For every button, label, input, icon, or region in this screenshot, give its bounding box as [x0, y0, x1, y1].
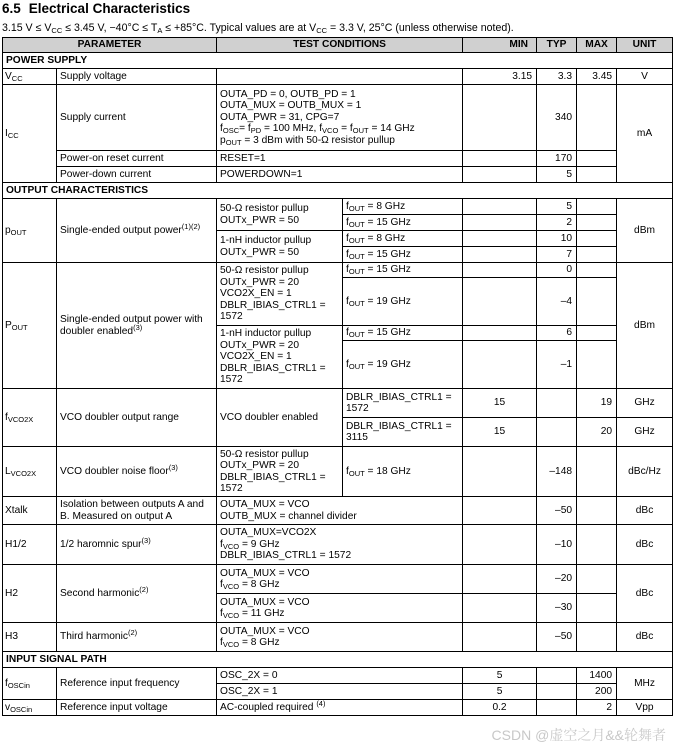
symbol-cell — [3, 263, 57, 389]
symbol-cell: H3 — [3, 623, 57, 652]
condition-cell — [217, 447, 343, 497]
typ-cell: 2 — [537, 215, 577, 231]
max-cell — [577, 167, 617, 183]
min-cell — [463, 341, 537, 389]
unit-cell: GHz — [617, 389, 673, 418]
symbol: V — [5, 70, 12, 82]
max-cell: 19 — [577, 389, 617, 418]
condition-line: OUTA_MUX = VCO — [220, 596, 310, 608]
t-sub: VCO — [222, 541, 240, 551]
condition-cell — [217, 69, 463, 85]
symbol: L — [5, 465, 11, 477]
symbol-sub: OUT — [10, 227, 27, 237]
condition-cell — [217, 326, 343, 389]
condition-line — [220, 637, 459, 649]
t-sub: OUT — [348, 203, 365, 213]
parameter-cell: Reference input frequency — [57, 668, 217, 700]
parameter-cell — [57, 565, 217, 623]
parameter-cell: Supply current — [57, 85, 217, 151]
typ-cell: 10 — [537, 231, 577, 247]
unit-cell: Vpp — [617, 700, 673, 716]
table-row — [3, 85, 673, 151]
condition-line: OUTA_MUX = VCO — [220, 625, 310, 637]
t: = 100 MHz, f — [261, 123, 323, 135]
condition-line: OUTA_MUX=VCO2X — [220, 527, 317, 539]
t: f — [346, 264, 349, 276]
typ-cell: –10 — [537, 525, 577, 565]
condition-line: 1572 — [346, 403, 369, 414]
condition-cell: OSC_2X = 0 — [217, 668, 463, 684]
symbol-cell — [3, 199, 57, 263]
symbol-cell — [3, 69, 57, 85]
t: = 19 GHz — [367, 295, 411, 307]
freq-cell — [343, 418, 463, 447]
t: f — [346, 216, 349, 228]
typ-cell: 5 — [537, 199, 577, 215]
typ-cell: 0 — [537, 263, 577, 278]
condition-line: DBLR_IBIAS_CTRL1 = — [346, 420, 452, 432]
condition-line — [220, 608, 459, 620]
param-text: Single-ended output power with doubler enabled — [60, 314, 203, 337]
t: = f — [338, 123, 353, 135]
condition-line: 1-nH inductor pullup — [220, 328, 312, 340]
table-row — [3, 565, 673, 594]
parameter-cell: VCO doubler output range — [57, 389, 217, 447]
section-output: OUTPUT CHARACTERISTICS — [3, 183, 673, 199]
t: p — [220, 134, 226, 146]
param-line: B. Measured on output A — [60, 510, 173, 522]
unit-cell: dBm — [617, 199, 673, 263]
t: = 15 GHz — [367, 327, 411, 339]
header-test-conditions: TEST CONDITIONS — [217, 38, 463, 53]
symbol: P — [5, 319, 12, 331]
min-cell: 5 — [463, 684, 537, 700]
symbol: I — [5, 127, 8, 139]
parameter-cell: Power-down current — [57, 167, 217, 183]
condition-line: OUTA_MUX = VCO — [220, 499, 310, 510]
condition-line: 1-nH inductor pullup — [220, 235, 312, 246]
t-sub: OUT — [348, 468, 365, 478]
t: = 3 dBm with 50-Ω resistor pullup — [241, 134, 395, 146]
condition-line: OUTA_PWR = 31, CPG=7 — [220, 111, 340, 123]
unit-cell: MHz — [617, 668, 673, 700]
t: = 9 GHz — [239, 538, 280, 550]
min-cell: 15 — [463, 389, 537, 418]
condition-line: OUTx_PWR = 20 — [220, 460, 299, 471]
condition-cell — [217, 497, 463, 525]
t-sub: OUT — [348, 330, 365, 340]
symbol-cell: H2 — [3, 565, 57, 623]
parameter-cell — [57, 497, 217, 525]
param-line: Isolation between outputs A and — [60, 499, 204, 510]
typ-cell — [537, 389, 577, 418]
t: f — [346, 295, 349, 307]
max-cell — [577, 278, 617, 326]
condition-cell — [217, 199, 343, 231]
t: f — [346, 327, 349, 339]
condition-cell — [217, 231, 343, 263]
symbol-cell — [3, 668, 57, 700]
table-row — [3, 525, 673, 565]
freq-cell — [343, 263, 463, 278]
symbol-sub: CC — [11, 73, 23, 83]
t-sub: OUT — [348, 219, 365, 229]
cond-text: 3.15 V ≤ V — [2, 22, 52, 34]
footnote-ref: (2) — [139, 584, 149, 594]
parameter-cell: Reference input voltage — [57, 700, 217, 716]
cond-text: ≤ 3.45 V, −40°C ≤ T — [62, 22, 158, 34]
t-sub: OUT — [348, 235, 365, 245]
t: f — [346, 465, 349, 477]
typ-cell: –50 — [537, 623, 577, 652]
min-cell — [463, 447, 537, 497]
condition-line: VCO2X_EN = 1 — [220, 288, 292, 300]
max-cell — [577, 85, 617, 151]
table-row — [3, 447, 673, 497]
freq-cell — [343, 447, 463, 497]
table-row — [3, 389, 673, 418]
t: = 14 GHz — [368, 123, 415, 135]
t: AC-coupled required — [220, 701, 314, 713]
min-cell — [463, 199, 537, 215]
min-cell — [463, 497, 537, 525]
unit-cell: dBc — [617, 497, 673, 525]
t: = f — [239, 123, 251, 135]
table-row — [3, 69, 673, 85]
t-sub: OUT — [348, 361, 365, 371]
min-cell — [463, 85, 537, 151]
condition-cell — [217, 623, 463, 652]
symbol-cell — [3, 447, 57, 497]
t: = 19 GHz — [367, 358, 411, 370]
condition-cell — [217, 594, 463, 623]
condition-line: DBLR_IBIAS_CTRL1 = — [220, 471, 326, 483]
typ-cell: 340 — [537, 85, 577, 151]
section-number: 6.5 — [2, 1, 21, 16]
section-input: INPUT SIGNAL PATH — [3, 652, 673, 668]
typ-cell: –30 — [537, 594, 577, 623]
condition-cell: OSC_2X = 1 — [217, 684, 463, 700]
section-row — [3, 183, 673, 199]
symbol-sub: VCO2X — [10, 468, 37, 478]
condition-line — [220, 539, 459, 551]
condition-line: 50-Ω resistor pullup — [220, 448, 309, 460]
max-cell: 200 — [577, 684, 617, 700]
max-cell — [577, 263, 617, 278]
typ-cell: 7 — [537, 247, 577, 263]
t: f — [346, 248, 349, 260]
t: f — [220, 123, 223, 135]
param-text: Third harmonic — [60, 631, 128, 643]
condition-line: DBLR_IBIAS_CTRL1 = — [220, 299, 326, 311]
max-cell: 20 — [577, 418, 617, 447]
min-cell — [463, 167, 537, 183]
watermark: CSDN @虚空之月&&轮舞者 — [491, 727, 666, 743]
typ-cell: 3.3 — [537, 69, 577, 85]
header-max: MAX — [577, 38, 617, 53]
typ-cell: 5 — [537, 167, 577, 183]
condition-cell: POWERDOWN=1 — [217, 167, 463, 183]
parameter-cell — [57, 623, 217, 652]
parameter-cell — [57, 263, 217, 389]
table-row — [3, 199, 673, 215]
typ-cell: –50 — [537, 497, 577, 525]
unit-cell: V — [617, 69, 673, 85]
t: = 8 GHz — [239, 579, 280, 590]
max-cell — [577, 525, 617, 565]
condition-cell: VCO doubler enabled — [217, 389, 343, 447]
condition-line: 3115 — [346, 432, 368, 443]
t-sub: OUT — [348, 298, 365, 308]
table-row — [3, 151, 673, 167]
cond-sub: CC — [316, 26, 328, 35]
min-cell — [463, 215, 537, 231]
typ-cell: –4 — [537, 278, 577, 326]
t-sub: VCO — [222, 582, 240, 591]
unit-cell: dBc/Hz — [617, 447, 673, 497]
cond-sub: CC — [51, 26, 63, 35]
t: = 15 GHz — [364, 248, 411, 260]
symbol-sub: OSCin — [7, 680, 30, 690]
min-cell — [463, 151, 537, 167]
typ-cell: –148 — [537, 447, 577, 497]
condition-line: OUTx_PWR = 50 — [220, 214, 299, 226]
section-heading — [2, 0, 190, 18]
t: = 8 GHz — [364, 232, 406, 244]
t: = 8 GHz — [364, 200, 406, 212]
section-row — [3, 652, 673, 668]
t-sub: OUT — [348, 267, 365, 277]
parameter-cell: Power-on reset current — [57, 151, 217, 167]
table-row — [3, 167, 673, 183]
max-cell: 2 — [577, 700, 617, 716]
symbol: v — [5, 701, 11, 713]
symbol-cell: Xtalk — [3, 497, 57, 525]
condition-cell — [217, 85, 463, 151]
t: = 8 GHz — [239, 637, 280, 648]
condition-line: 50-Ω resistor pullup — [220, 203, 309, 214]
min-cell: 5 — [463, 668, 537, 684]
t: f — [346, 200, 349, 212]
unit-cell: dBc — [617, 525, 673, 565]
condition-line: OUTx_PWR = 50 — [220, 246, 299, 258]
condition-cell — [217, 263, 343, 326]
t-sub: OUT — [348, 251, 365, 261]
cond-sub: A — [157, 26, 163, 35]
section-row — [3, 53, 673, 69]
symbol-cell — [3, 85, 57, 183]
t-sub: VCO — [322, 126, 339, 136]
symbol-sub: OSCin — [10, 704, 33, 714]
max-cell — [577, 231, 617, 247]
t: f — [220, 637, 223, 648]
typ-cell — [537, 418, 577, 447]
t: = 18 GHz — [367, 465, 411, 477]
symbol-cell: H1/2 — [3, 525, 57, 565]
typ-cell: –1 — [537, 341, 577, 389]
condition-line: OUTA_MUX = VCO — [220, 567, 310, 579]
symbol-cell — [3, 389, 57, 447]
t: = 15 GHz — [367, 264, 411, 276]
cond-text: = 3.3 V, 25°C (unless otherwise noted). — [327, 22, 514, 34]
unit-cell: dBc — [617, 623, 673, 652]
parameter-cell — [57, 199, 217, 263]
max-cell — [577, 623, 617, 652]
min-cell: 0.2 — [463, 700, 537, 716]
freq-cell — [343, 389, 463, 418]
t-sub: PD — [250, 126, 262, 136]
unit-cell: dBm — [617, 263, 673, 389]
section-title: Electrical Characteristics — [28, 1, 191, 16]
condition-line: OUTx_PWR = 20 — [220, 276, 299, 288]
t: f — [220, 538, 223, 550]
t: f — [220, 579, 223, 590]
min-cell — [463, 263, 537, 278]
electrical-characteristics-table — [2, 37, 673, 716]
table-row — [3, 623, 673, 652]
symbol: p — [5, 224, 11, 236]
parameter-cell — [57, 525, 217, 565]
header-parameter: PARAMETER — [3, 38, 217, 53]
symbol-cell — [3, 700, 57, 716]
condition-cell — [217, 700, 463, 716]
freq-cell — [343, 231, 463, 247]
freq-cell — [343, 215, 463, 231]
freq-cell — [343, 326, 463, 341]
symbol-sub: CC — [7, 130, 19, 140]
typ-cell — [537, 668, 577, 684]
symbol-sub: VCO2X — [7, 414, 34, 424]
t: f — [220, 608, 223, 619]
max-cell — [577, 151, 617, 167]
condition-cell: RESET=1 — [217, 151, 463, 167]
max-cell — [577, 326, 617, 341]
t: = 11 GHz — [239, 608, 285, 619]
condition-cell — [217, 525, 463, 565]
t-sub: OUT — [225, 137, 242, 147]
max-cell — [577, 341, 617, 389]
condition-line: 50-Ω resistor pullup — [220, 265, 309, 277]
max-cell — [577, 215, 617, 231]
parameter-cell — [57, 447, 217, 497]
min-cell — [463, 278, 537, 326]
symbol: f — [5, 411, 8, 423]
max-cell — [577, 447, 617, 497]
t: = 15 GHz — [364, 216, 411, 228]
table-row — [3, 668, 673, 684]
condition-line: 1572 — [220, 311, 243, 323]
min-cell: 15 — [463, 418, 537, 447]
footnote-ref: (3) — [168, 462, 178, 472]
max-cell — [577, 594, 617, 623]
max-cell — [577, 565, 617, 594]
condition-line: DBLR_IBIAS_CTRL1 = 1572 — [220, 550, 352, 562]
freq-cell — [343, 247, 463, 263]
footnote-ref: (3) — [141, 535, 151, 545]
min-cell — [463, 231, 537, 247]
condition-line: OUTA_MUX = OUTB_MUX = 1 — [220, 100, 362, 112]
t-sub: VCO — [222, 611, 240, 620]
max-cell: 3.45 — [577, 69, 617, 85]
condition-line: OUTx_PWR = 20 — [220, 339, 299, 351]
condition-line: DBLR_IBIAS_CTRL1 = — [220, 362, 326, 374]
unit-cell: mA — [617, 85, 673, 183]
condition-line — [220, 123, 459, 135]
condition-line — [220, 135, 459, 147]
min-cell — [463, 565, 537, 594]
parameter-cell: Supply voltage — [57, 69, 217, 85]
min-cell: 3.15 — [463, 69, 537, 85]
typ-cell — [537, 700, 577, 716]
typ-cell — [537, 684, 577, 700]
condition-line: OUTA_PD = 0, OUTB_PD = 1 — [220, 88, 356, 100]
condition-line: 1572 — [220, 483, 243, 494]
table-row — [3, 700, 673, 716]
t-sub: VCO — [222, 640, 240, 649]
max-cell — [577, 247, 617, 263]
condition-line — [220, 579, 459, 591]
param-text: Single-ended output power — [60, 224, 182, 236]
header-min: MIN — [463, 38, 537, 53]
t: f — [346, 232, 349, 244]
t-sub: OSC — [222, 126, 240, 136]
header-unit: UNIT — [617, 38, 673, 53]
max-cell — [577, 199, 617, 215]
param-text: Second harmonic — [60, 587, 140, 599]
condition-line: OUTB_MUX = channel divider — [220, 510, 357, 522]
cond-text: ≤ +85°C. Typical values are at V — [162, 22, 317, 34]
t-sub: OUT — [352, 126, 369, 136]
param-text: 1/2 haromnic spur — [60, 538, 142, 550]
footnote-ref: (1)(2) — [181, 221, 201, 231]
table-row — [3, 497, 673, 525]
min-cell — [463, 326, 537, 341]
condition-line: VCO2X_EN = 1 — [220, 351, 292, 363]
max-cell — [577, 497, 617, 525]
min-cell — [463, 247, 537, 263]
condition-line: DBLR_IBIAS_CTRL1 = — [346, 391, 452, 403]
footnote-ref: (4) — [316, 699, 326, 708]
freq-cell — [343, 278, 463, 326]
symbol-sub: OUT — [11, 322, 28, 332]
freq-cell — [343, 199, 463, 215]
footnote-ref: (3) — [133, 322, 143, 332]
header-typ: TYP — [537, 38, 577, 53]
operating-conditions — [2, 21, 514, 35]
condition-line: 1572 — [220, 374, 243, 386]
min-cell — [463, 623, 537, 652]
t: f — [346, 358, 349, 370]
typ-cell: 170 — [537, 151, 577, 167]
min-cell — [463, 594, 537, 623]
condition-cell — [217, 565, 463, 594]
symbol: f — [5, 677, 8, 689]
section-power-supply: POWER SUPPLY — [3, 53, 673, 69]
typ-cell: 6 — [537, 326, 577, 341]
unit-cell: dBc — [617, 565, 673, 623]
table-row — [3, 263, 673, 278]
unit-cell: GHz — [617, 418, 673, 447]
min-cell — [463, 525, 537, 565]
typ-cell: –20 — [537, 565, 577, 594]
header-row — [3, 38, 673, 53]
param-text: VCO doubler noise floor — [60, 465, 169, 477]
max-cell: 1400 — [577, 668, 617, 684]
footnote-ref: (2) — [127, 628, 138, 638]
freq-cell — [343, 341, 463, 389]
